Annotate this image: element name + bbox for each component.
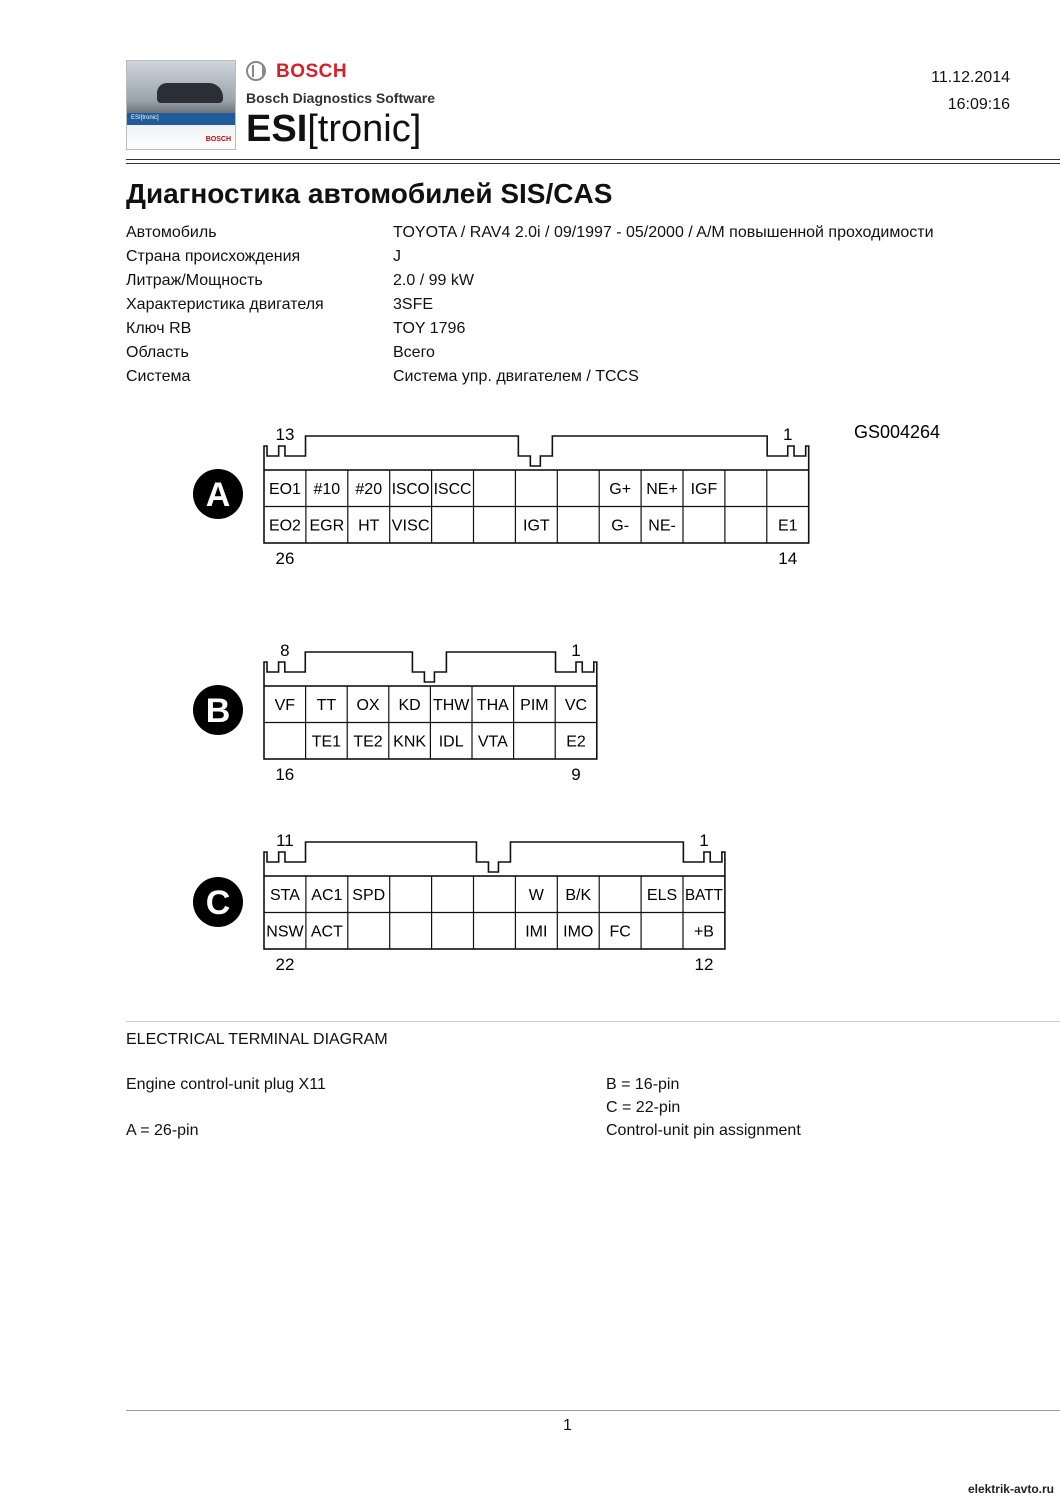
pin-label: AC1: [311, 887, 343, 904]
info-value: J: [393, 248, 401, 265]
info-value: 3SFE: [393, 296, 434, 313]
info-label: Система: [126, 368, 191, 385]
info-label: Характеристика двигателя: [126, 296, 324, 313]
watermark: elektrik-avto.ru: [967, 1482, 1054, 1496]
pin-label: EO1: [268, 481, 301, 498]
pin-label: B/K: [565, 887, 592, 904]
pin-label: IDL: [438, 733, 464, 751]
pin-label: KNK: [393, 733, 427, 751]
pin-number: 26: [275, 549, 295, 568]
print-time: 16:09:16: [947, 96, 1010, 113]
pin-label: STA: [269, 887, 300, 904]
pin-label: NE+: [646, 481, 678, 498]
pin-number: 14: [778, 549, 798, 568]
info-value: Всего: [393, 344, 435, 361]
pin-label: G+: [609, 481, 632, 498]
plug-description: Engine control-unit plug X11: [126, 1076, 326, 1093]
pin-label: KD: [398, 697, 421, 714]
a-pin-count: A = 26-pin: [126, 1122, 199, 1139]
pin-label: ACT: [310, 923, 343, 941]
pin-label: VC: [564, 697, 588, 714]
pin-label: ISCO: [391, 481, 430, 498]
pin-number: 11: [276, 831, 294, 850]
pin-label: E1: [777, 517, 798, 535]
pin-label: PIM: [520, 697, 549, 714]
pin-label: IMO: [563, 923, 594, 941]
pin-assignment-label: Control-unit pin assignment: [606, 1122, 801, 1139]
pin-label: TE2: [353, 733, 383, 751]
page-number: 1: [563, 1417, 572, 1434]
info-value: 2.0 / 99 kW: [393, 272, 474, 289]
pin-label: G-: [611, 517, 630, 535]
pin-label: BATT: [685, 887, 724, 904]
pin-label: IGF: [690, 481, 718, 498]
info-value: TOYOTA / RAV4 2.0i / 09/1997 - 05/2000 / A/M повышенной проходимости: [393, 224, 934, 241]
pin-label: ISCC: [433, 481, 472, 498]
pin-number: 16: [275, 765, 295, 784]
pin-label: FC: [609, 923, 631, 941]
pin-number: 13: [275, 425, 295, 444]
info-label: Область: [126, 344, 189, 361]
pin-label: VF: [274, 697, 296, 714]
pin-number: 12: [694, 955, 714, 974]
pin-label: EGR: [309, 517, 345, 535]
info-value: Система упр. двигателем / TCCS: [393, 368, 639, 385]
connector-housing: [264, 436, 809, 470]
pin-label: TT: [316, 697, 337, 714]
info-label: Ключ RB: [126, 320, 192, 337]
pin-label: VISC: [391, 517, 430, 535]
pin-label: #20: [355, 481, 383, 498]
brand-name: BOSCH: [276, 61, 348, 82]
diagram-caption: ELECTRICAL TERMINAL DIAGRAM: [126, 1031, 388, 1048]
pin-label: OX: [356, 697, 380, 714]
pin-label: SPD: [352, 887, 386, 904]
connector-housing: [264, 652, 597, 686]
pin-label: E2: [566, 733, 586, 751]
info-label: Страна происхождения: [126, 248, 301, 265]
connector-label: A: [205, 476, 231, 514]
pin-label: IMI: [525, 923, 548, 941]
pin-number: 22: [275, 955, 295, 974]
pin-label: TE1: [311, 733, 342, 751]
page-title: Диагностика автомобилей SIS/CAS: [126, 178, 613, 209]
pin-label: EO2: [268, 517, 301, 535]
pin-label: THA: [476, 697, 509, 714]
pin-label: HT: [358, 517, 380, 535]
section-rule: [126, 1021, 1060, 1022]
software-name: Bosch Diagnostics Software: [246, 90, 436, 106]
diagram-code: GS004264: [854, 422, 941, 442]
connector-housing: [264, 842, 725, 876]
product-logo: ESI[tronic]: [246, 108, 422, 150]
pin-label: VTA: [477, 733, 508, 751]
pin-label: THW: [432, 697, 470, 714]
header-photo: ESI[tronic] BOSCH: [126, 60, 236, 150]
info-value: TOY 1796: [393, 320, 466, 337]
info-label: Литраж/Мощность: [126, 272, 263, 289]
pin-label: W: [528, 887, 544, 904]
pin-number: 1: [571, 641, 581, 660]
pin-label: NSW: [266, 923, 304, 941]
pin-label: IGT: [523, 517, 550, 535]
pin-number: 1: [783, 425, 793, 444]
pin-number: 1: [699, 831, 709, 850]
pin-number: 9: [571, 765, 581, 784]
pin-label: NE-: [648, 517, 676, 535]
pin-label: +B: [693, 923, 714, 941]
c-pin-count: C = 22-pin: [606, 1099, 681, 1116]
print-date: 11.12.2014: [931, 69, 1010, 86]
pin-number: 8: [280, 641, 290, 660]
pin-label: ELS: [646, 887, 678, 904]
connector-label: B: [205, 692, 231, 730]
b-pin-count: B = 16-pin: [606, 1076, 680, 1093]
info-label: Автомобиль: [126, 224, 217, 241]
connector-label: C: [205, 884, 231, 922]
footer-rule: [126, 1410, 1060, 1411]
pin-label: #10: [313, 481, 341, 498]
